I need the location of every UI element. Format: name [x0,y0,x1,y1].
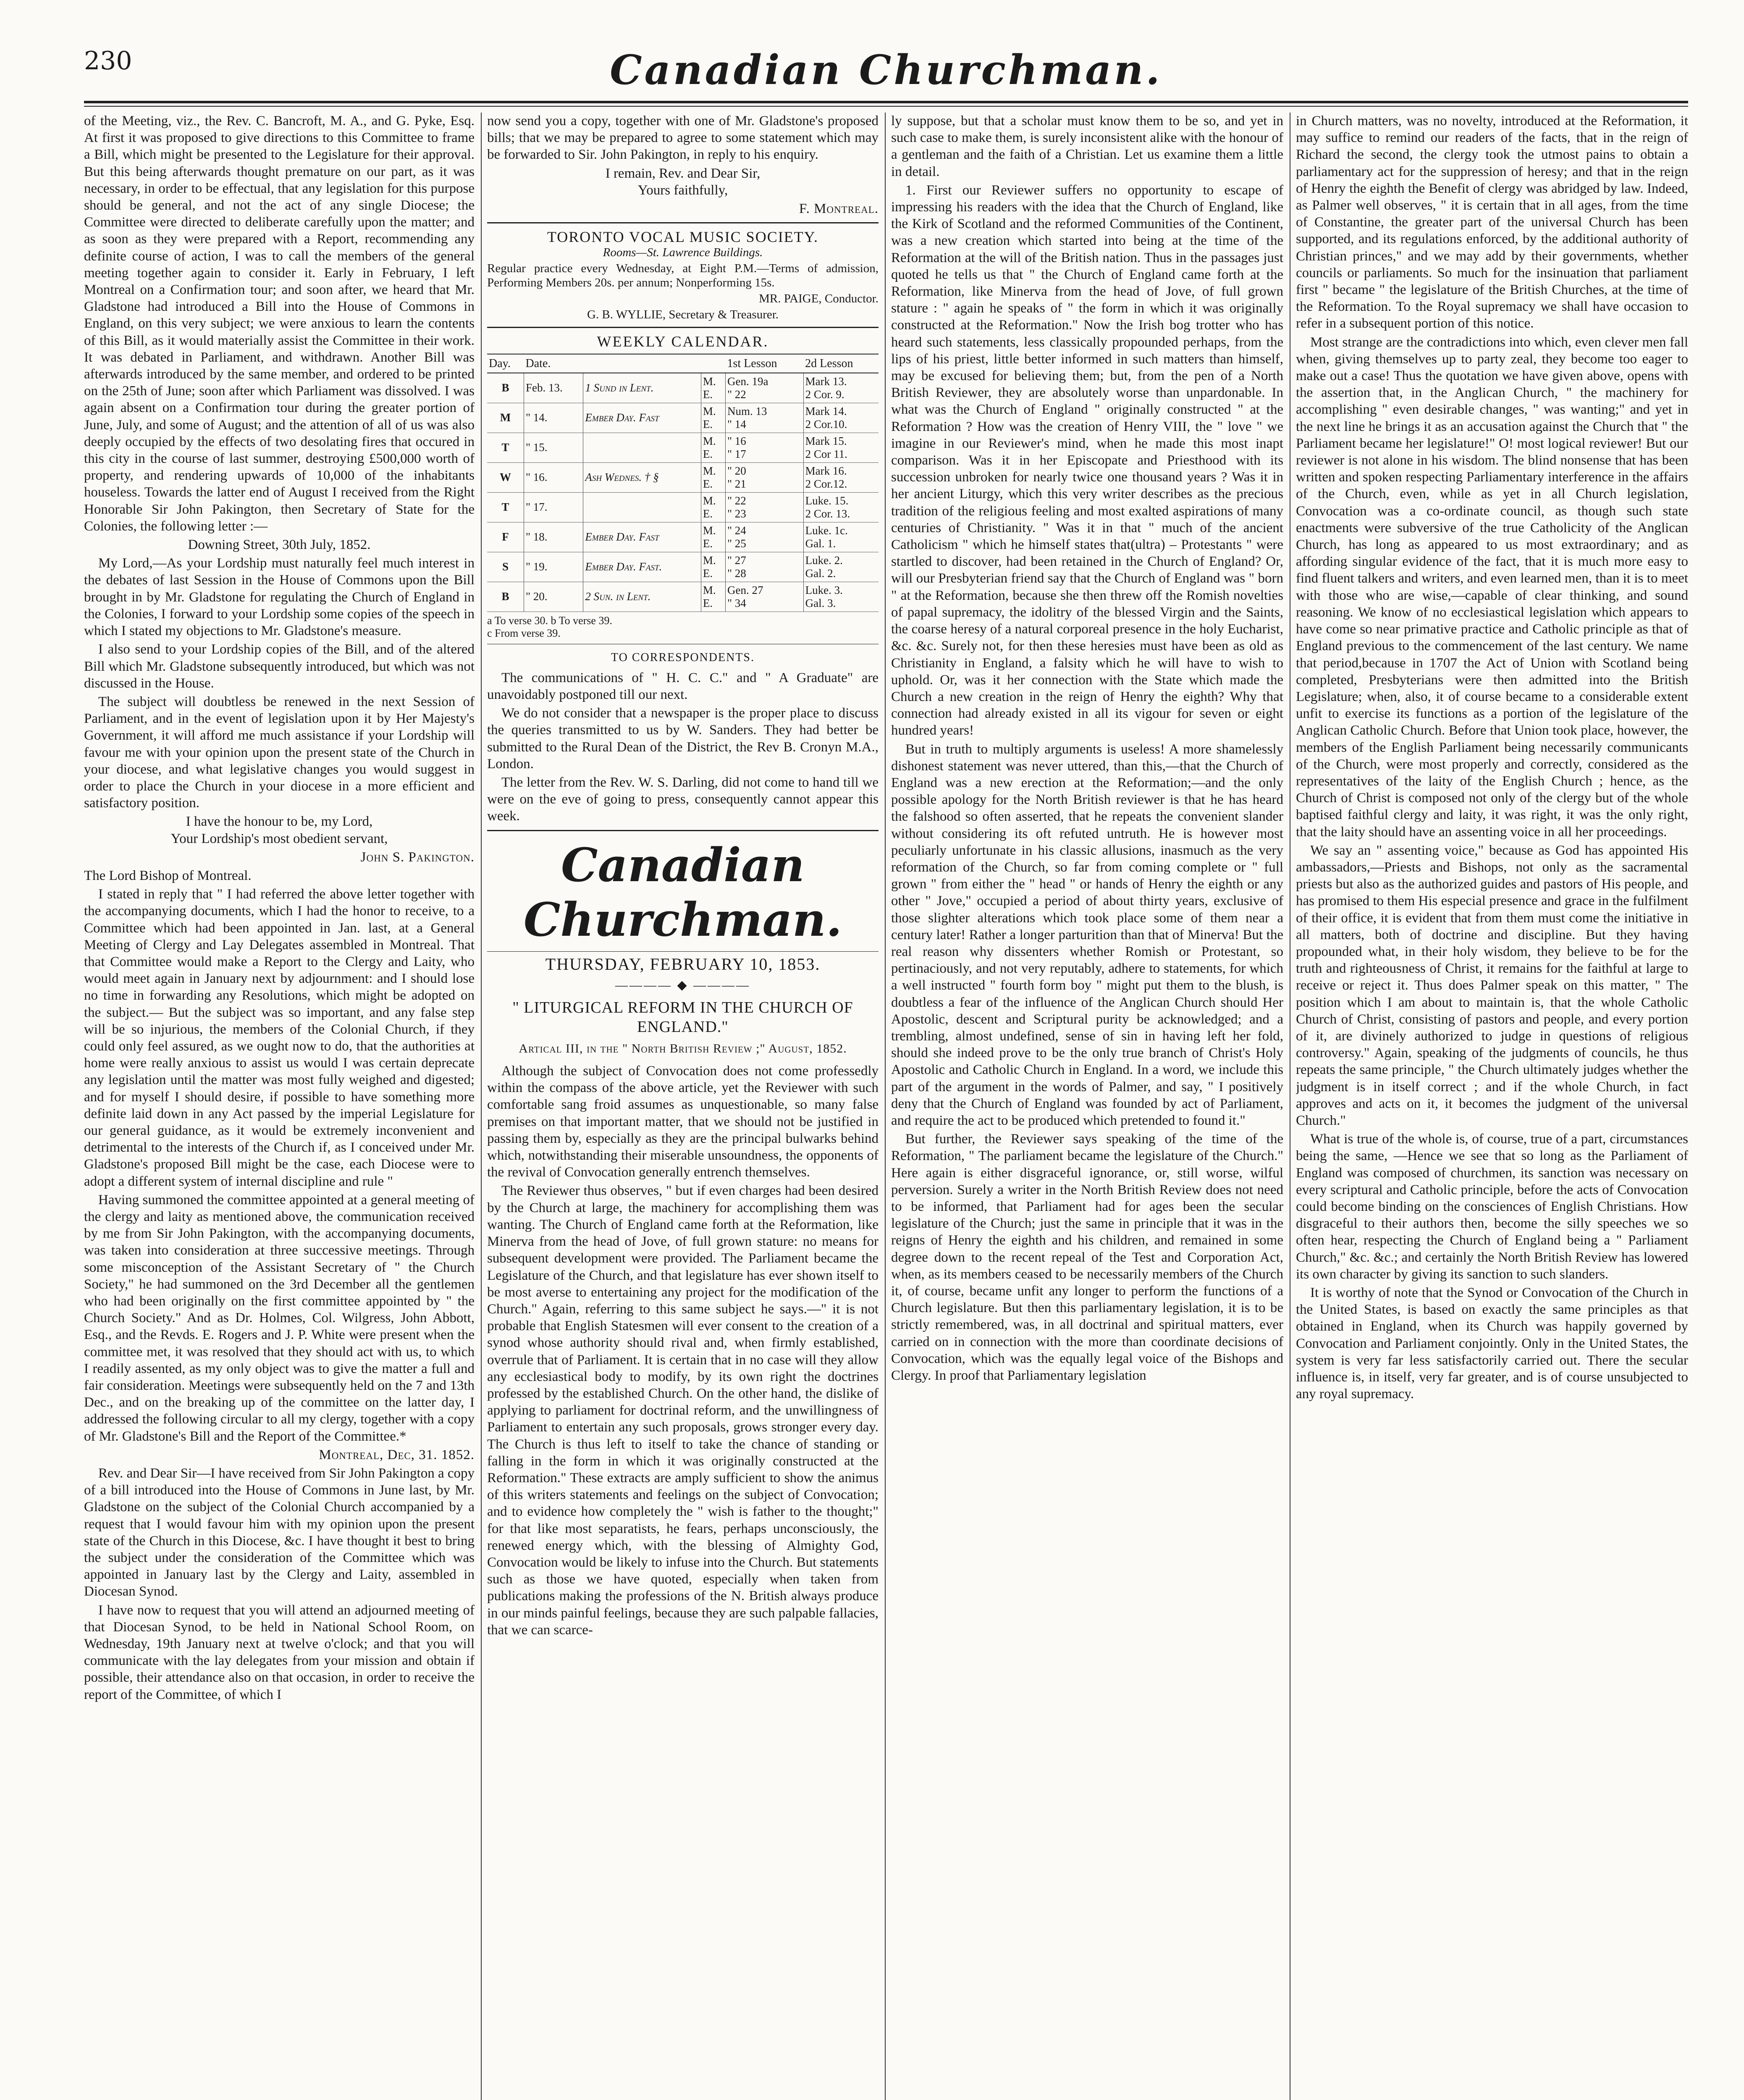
calendar-row [487,403,879,433]
letter-closing: I have the honour to be, my Lord, Your Lordship's most obedient servant, [170,814,388,846]
calendar-cell-m-e: M. E. [701,492,725,522]
correspondents-title: TO CORRESPONDENTS. [611,651,755,664]
paragraph: Having summoned the committee appointed at a general meeting of the clergy and laity as mentioned above, the communication received by me from Sir John Pakington, with the accompanying documents, was taken into consideration at three successive meetings. Through some misconception of the Assistant Secretary of " the Church Society," he had summoned on the 3rd December all the gentlemen who had been originally on the first committee appointed by " the Church Society." And as Dr. Holmes, Col. Wilgress, John Abbott, Esq., and the Revds. E. Rogers and J. P. White were present when the committee met, it was resolved that they should act with us, to which I readily assented, as my only object was to give the matter a full and fair consideration. Meetings were subsequently held on the 7 and 13th Dec., and on the breaking up of the committee on the latter day, I addressed the following circular to all my clergy, together with a copy of Mr. Gladstone's Bill and the Report of the Committee.* [84,1192,475,1444]
calendar-header [701,354,725,373]
calendar-cell-m-e: M. E. [701,582,725,612]
calendar-cell-second: Luke. 2. Gal. 2. [803,552,879,582]
calendar-header: 2d Lesson [803,354,879,373]
calendar-cell-first: Gen. 19a " 22 [726,373,804,403]
signature: John S. Pakington. [360,849,475,865]
society-conductor: MR. PAIGE, Conductor. [759,292,879,306]
calendar-cell-date: " 18. [524,522,583,552]
article-title: " LITURGICAL REFORM IN THE CHURCH OF ENGLAND." [512,999,853,1036]
calendar-cell-m-e: M. E. [701,552,725,582]
calendar-header: Day. [487,354,524,373]
calendar-row [487,582,879,612]
calendar-cell-second: Luke. 15. 2 Cor. 13. [803,492,879,522]
calendar-row [487,373,879,403]
paragraph: The letter from the Rev. W. S. Darling, did not come to hand till we were on the eve of going to press, consequently cannot appear this week. [487,775,879,824]
paragraph: I also send to your Lordship copies of the Bill, and of the altered Bill which Mr. Gladstone subsequently introduced, but which was not discussed in the House. [84,642,475,691]
paragraph: Most strange are the contradictions into which, even clever men fall when, giving themselves up to party zeal, they become too eager to make out a case! Thus the quotation we have given above, opens with the assertion that, in the Anglican Church, " the machinery for accomplishing " even desirable changes, " was wanting;" and yet in the next line he brings it as an accusation against the Church that " the Parliament became her legislature!" O! most logical reviewer! But our reviewer is not alone in his wisdom. The blind nonsense that has been written and spoken respecting Parliamentary interference in the affairs of the Church, even, while as yet in all Church legislation, Convocation was a co-ordinate council, as though such state enactments were subversive of the true Catholicity of the Anglican Church, has long as appeared to us most extraordinary; and as affording singular evidence of the fact, that it is much more easy to find fluent talkers and writers, and even learned men, than it is to meet with those who are wise,—capable of clear thinking, and sound reasoning. We know of no ecclesiastical legislation which appears to have come so near primative practice and Catholic principle as that of England previous to the commencement of the last century. We name that period,because in 1707 the Act of Union with Scotland being completed, Presbyterians were then admitted into the British Legislature; when, also, it of course became to a considerable extent unfit to exercise its functions as a portion of the legislature of the Anglican Catholic Church. Before that Union took place, however, the members of the English Parliament being necessarily communicants of the Church, were most properly and correctly, considered as the representatives of the laity of the English Church ; hence, as the Church of Christ is composed not only of the clergy but of the whole baptised faithful clergy and laity, it was right, it was the only right, that the laity should have an assenting voice in all her proceedings. [1296,334,1688,840]
calendar-body [487,373,879,612]
society-rooms: Rooms—St. Lawrence Buildings. [603,246,763,260]
calendar-cell-m-e: M. E. [701,433,725,462]
section-rule [487,830,879,831]
column-1 [84,113,475,2100]
calendar-row [487,462,879,492]
society-title: TORONTO VOCAL MUSIC SOCIETY. [547,228,819,246]
paragraph: ly suppose, but that a scholar must know them to be so, and yet in such case to make them, is surely inconsistent alike with the honour of a gentleman and the faith of a Christian. Let us examine them a little in detail. [891,113,1283,179]
calendar-cell-second: Mark 15. 2 Cor 11. [803,433,879,462]
paragraph: 1. First our Reviewer suffers no opportunity to escape of impressing his readers with the idea that the Church of England, like the Kirk of Scotland and the reformed Communities of the Continent, was a new creation which started into being at the time of the Reformation at the will of the British nation. Thus in the passages just quoted he tells us that " the Church of England came forth at the Reformation, like Minerva from the head of Jove, of full grown stature : " again he speaks of " the form in which it was originally constructed at the Reformation." Now the Irish bog trotter who has heard such statements, less classically propounded perhaps, from the lips of his priest, little better informed in such matters than himself, may be excused for believing them; but, from the pen of a North British Reviewer, they are absolutely worse than unpardonable. In what was the Church of England " originally constructed " at the Reformation ? How was the creation of Henry VIII, the " love " we imagine in our Reviewer's mind, when he made this most inapt comparison. Was it in her Episcopate and Priesthood with its succession unbroken for nearly twice one thousand years ? Was it in her ancient Liturgy, which this very writer describes as the precious tradition of the religious feeling and most exalted aspirations of many centuries of Christianity. " Was it in that " much of the ancient Catholicism " which he himself states that(ultra) – Protestants " were startled to discover, had been retained in the Church of England? Or, will our Presbyterian friend say that the Church of England was " born " at the Reformation, because she then threw off the Romish novelties of papal supremacy, the idolitry of the blessed Virgin and the Saints, the coarse heresy of a natural corporeal presence in the holy Eucharist, &c. &c. Surely not, for then these heresies must have been as old as Christianity in England, a falsity which he will have to wish to uphold. Or, was it her connection with the State which made the Church a new creation in the reign of Henry the eighth? Why that connection had already existed in all its vigour for seven or eight hundred years! [891,182,1283,738]
page-number: 230 [84,46,132,76]
calendar-cell-first: Gen. 27 " 34 [726,582,804,612]
calendar-cell-name: Ember Day. Fast. [583,552,701,582]
addressee: The Lord Bishop of Montreal. [84,868,252,883]
calendar-cell-first: Num. 13 " 14 [726,403,804,433]
calendar-cell-name [583,492,701,522]
calendar-title: WEEKLY CALENDAR. [597,333,769,350]
paragraph: The subject will doubtless be renewed in the next Session of Parliament, and in the event of legislation upon it by Her Majesty's Government, it will afford me much assistance if your Lordship will favour me with your opinion upon the present state of the Church in your diocese, and what legislative changes you would suggest in order to place the Church in your diocese in a more efficient and satisfactory position. [84,694,475,811]
calendar-row [487,433,879,462]
calendar-cell-second: Luke. 3. Gal. 3. [803,582,879,612]
paragraph: I stated in reply that " I had referred the above letter together with the accompanying documents, which I had the honor to receive, to a Committee which had been appointed in Jan. last, at a General Meeting of Clergy and Lay Delegates assembled in Montreal. That that Committee would make a Report to the Clergy and Laity, who would meet again in January next by adjournment: and I should lose no time in forwarding any Resolutions, which might be adopted on the subject.— But the subject was so important, and any false step will be so injurious, the members of the Colonial Church, if they could only feel assured, as we ought now to do, that the authorities at home were really anxious to assist us would I was certain deprecate any legislation until the matter was most fully weighed and digested; and for myself I should desire, if possible to have something more definite laid down in any Act passed by the imperial Legislature for our general guidance, as it would be extremely inconvenient and detrimental to the interests of the Church if, as I conceived under Mr. Gladstone's proposed Bill might be the case, each Diocese were to adopt a different system of internal discipline and rule " [84,887,475,1189]
calendar-cell-second: Mark 13. 2 Cor. 9. [803,373,879,403]
calendar-cell-m-e: M. E. [701,462,725,492]
paragraph: The communications of " H. C. C." and " A Graduate" are unavoidably postponed till our next. [487,670,879,703]
calendar-header: Date. [524,354,583,373]
column-3 [891,113,1283,2100]
calendar-cell-date: Feb. 13. [524,373,583,403]
society-terms: Regular practice every Wednesday, at Eight P.M.—Terms of admission, Performing Members 20s. per annum; Nonperforming 15s. [487,262,879,290]
calendar-cell-day: T [487,492,524,522]
paragraph: The Reviewer thus observes, " but if even charges had been desired by the Church at large, the machinery for accomplishing them was wanting. The Church of England came forth at the Reformation, like Minerva from the head of Jove, of full grown stature: no means for subsequent development were provided. The Parliament became the Legislature of the Church, and that legislature has ever shown itself to be most averse to entertaining any project for the modification of the Church." Again, referring to this same subject he says.—" it is not probable that English Statesmen will ever consent to the creation of a synod whose authority should rival and, when firmly established, overrule that of Parliament. It is certain that in no case will they allow any ecclesiastical body to modify, by its own right the doctrines professed by the established Church. On the other hand, the dislike of applying to parliament for doctrinal reform, and the unwillingness of Parliament to entertain any such proposals, grows stronger every day. The Church is thus left to itself to take the chance of standing or falling in the form in which it was originally constructed at the Reformation." These extracts are amply sufficient to show the animus of this writers statements and feelings on the subject of Convocation; and to evidence how completely the " wish is father to the thought;" for that like most separatists, he fears, perhaps unconsciously, the renewed energy which, with the blessing of Almighty God, Convocation would be likely to infuse into the Church. But statements such as those we have quoted, especially when taken from publications making the professions of the N. British always produce in our minds painful feelings, because they are such palpable fallacies, that we can scarce- [487,1183,879,1638]
paragraph: We say an " assenting voice," because as God has appointed His ambassadors,—Priests and Bishops, not only as the sacramental priests but also as the authorized guides and pastors of His people, and has promised to them His especial presence and grace in the fulfilment of their office, it is evident that from them must come the initiative in all matters, both of doctrine and discipline. But they having propounded what, in their holy wisdom, they believe to be for the truth and righteousness of Christ, it remains for the faithful at large to receive or reject it. Thus does Palmer speak on this matter, " The position which I am about to maintain is, that the whole Catholic Church of Christ, consisting of pastors and people, and every portion of it, are divinely authorized to judge in questions of religious controversy." Again, speaking of the judgments of councils, he thus repeats the same principle, " the Church ultimately judges whether the judgment is in itself correct ; and if the whole Church, in fact approves and acts on it, it becomes the judgment of the universal Church." [1296,843,1688,1128]
calendar-cell-name: 1 Sund in Lent. [583,373,701,403]
calendar-cell-m-e: M. E. [701,403,725,433]
calendar-cell-name: Ash Wednes. † § [583,462,701,492]
signature: F. Montreal. [799,201,879,217]
paragraph: We do not consider that a newspaper is the proper place to discuss the queries transmitted to us by W. Sanders. They had better be submitted to the Rural Dean of the District, the Rev B. Cronyn M.A., London. [487,706,879,772]
calendar-cell-second: Luke. 1c. Gal. 1. [803,522,879,552]
paragraph: It is worthy of note that the Synod or Convocation of the Church in the United States, is based on exactly the same principles as that obtained in England, when its Church was happily governed by Convocation and Parliament conjointly. Only in the United States, the system is very far less satisfactorily carried out. There the secular influence is, in itself, very far greater, and is of course unsubjected to any royal supremacy. [1296,1285,1688,1402]
calendar-cell-first: " 16 " 17 [726,433,804,462]
calendar-cell-day: T [487,433,524,462]
column-divider [885,113,886,2100]
calendar-row [487,492,879,522]
paragraph: But in truth to multiply arguments is useless! A more shamelessly dishonest statement was never uttered, than this,—that the Church of England was a new erection at the Reformation;—and the only possible apology for the North British reviewer is that he has heard the falshood so often asserted, that he repeats the convenient slander without considering its oft refuted untruth. He is however most peculiarly unfortunate in his classic allusions, inasmuch as the very reformation of the Church, so far from coming complete or " full grown " from either the " head " or hands of Henry the eighth or any other " Jove," occupied a period of about thirty years, exclusive of those slighter alterations which took place some of them near a century later! Rather a longer parturition than that of Minerva! But the real reason why dissenters whether Romish or Protestant, so pertinaciously, and not very reputably, adhere to statements, for which a well instructed " fourth form boy " might put them to the blush, is doubtless a fear of the influence of the Anglican Church should Her Apostolic, descent and Scriptural purity be acknowledged; and a trembling, almost undefined, sense of sin in having left her fold, should she indeed prove to be the only true branch of Christ's Holy Apostolic and Catholic Church in England. In a word, we include this part of the argument in the words of Palmer, and say, " I positively deny that the Church of England was founded by act of Parliament, and require the act to be produced which pretended to found it." [891,741,1283,1128]
circular-date: Montreal, Dec, 31. 1852. [319,1447,475,1462]
paragraph: But further, the Reviewer says speaking of the time of the Reformation, " The parliament became the legislature of the Church." Here again is either disgraceful ignorance, or, still worse, wilful perversion. Surely a writer in the North British Review does not need to be informed, that Parliament had for ages been the secular legislature of the Church; just the same in principle that it was in the reigns of Henry the eighth and his children, and remained in some degree down to the recent repeal of the Test and Corporation Act, when, as its members ceased to be necessarily members of the Church it, of course, became unfit any longer to perform the functions of a Church legislature. But then this parliamentary legislation, it is to be strictly remembered, was, in all doctrinal and spiritual matters, ever carried on in connection with the more than coordinate decisions of Convocation, which was the equally legal voice of the Bishops and Clergy. In proof that Parliamentary legislation [891,1131,1283,1383]
calendar-cell-name: Ember Day. Fast [583,522,701,552]
calendar-cell-first: " 20 " 21 [726,462,804,492]
calendar-cell-date: " 14. [524,403,583,433]
ornament-rule: ———— ◆ ———— [615,978,751,992]
calendar-cell-second: Mark 14. 2 Cor.10. [803,403,879,433]
calendar-cell-day: S [487,552,524,582]
calendar-cell-first: " 27 " 28 [726,552,804,582]
calendar-row [487,552,879,582]
calendar-cell-date: " 19. [524,552,583,582]
paragraph: now send you a copy, together with one of Mr. Gladstone's proposed bills; that we may be prepared to agree to some statement which may be forwarded to Sir. John Pakington, in reply to his enquiry. [487,113,879,163]
calendar-cell-day: B [487,373,524,403]
paragraph: in Church matters, was no novelty, introduced at the Reformation, it may suffice to remind our readers of the facts, that in the reign of Richard the second, the clergy took the utmost pains to obtain a parliamentary act for the suppression of heresy; and that in the reign of Henry the eighth the Benefit of clergy was abridged by law. Indeed, as Palmer well observes, " it is certain that in all ages, from the time of Constantine, the greater part of the universal Church has been supported, and its regulations enforced, by the additional authority of Christian princes," and we may add by their governments, whether councils or parliaments. So much for the insinuation that parliament first " became " the legislature of the British Churches, at the time of the Reformation. To the Royal supremacy we shall have occasion to refer in a subsequent portion of this notice. [1296,113,1688,331]
calendar-header-row [487,354,879,373]
calendar-cell-first: " 24 " 25 [726,522,804,552]
calendar-cell-m-e: M. E. [701,373,725,403]
section-rule [487,222,879,223]
calendar-cell-day: M [487,403,524,433]
calendar-cell-day: W [487,462,524,492]
calendar-cell-first: " 22 " 23 [726,492,804,522]
calendar-cell-day: B [487,582,524,612]
paragraph: Rev. and Dear Sir—I have received from Sir John Pakington a copy of a bill introduced into the House of Commons in June last, by Mr. Gladstone on the subject of the Colonial Church accompanied by a request that I would favour him with my opinion upon the present state of the Church in this Diocese, &c. I have thought it best to bring the subject under the consideration of the Committee which was appointed in January last by the Clergy and Laity, assembled in Diocesan Synod. [84,1466,475,1599]
masthead-rule [84,101,1688,103]
society-secretary: G. B. WYLLIE, Secretary & Treasurer. [587,308,779,322]
masthead [84,0,1688,94]
letter-closing: I remain, Rev. and Dear Sir, Yours faithfully, [605,165,761,198]
column-2 [487,113,879,2100]
calendar-cell-name [583,433,701,462]
column-4 [1296,113,1688,2100]
column-divider [481,113,482,2100]
calendar-cell-date: " 17. [524,492,583,522]
calendar-header: 1st Lesson [726,354,804,373]
calendar-cell-date: " 16. [524,462,583,492]
calendar-row [487,522,879,552]
paragraph: My Lord,—As your Lordship must naturally feel much interest in the debates of last Session in the House of Commons upon the Bill brought in by Mr. Gladstone for regulating the Church of England in the Colonies, I forward to your Lordship some copies of the speech in which I stated my objections to Mr. Gladstone's measure. [84,556,475,639]
calendar-cell-m-e: M. E. [701,522,725,552]
calendar-notes: a To verse 30. b To verse 39. c From verse 39. [487,614,612,639]
letter-date: Downing Street, 30th July, 1852. [188,537,371,553]
newspaper-title: Canadian Churchman. [610,46,1162,94]
masthead-rule-thin [84,106,1688,107]
section-rule [487,951,879,952]
article-subtitle: Artical III, in the " North British Review ;" August, 1852. [519,1042,847,1056]
calendar-cell-name: 2 Sun. in Lent. [583,582,701,612]
nameplate: Canadian Churchman. [523,837,842,947]
calendar-header [583,354,701,373]
calendar-cell-second: Mark 16. 2 Cor.12. [803,462,879,492]
paragraph: I have now to request that you will attend an adjourned meeting of that Diocesan Synod, to be held in National School Room, on Wednesday, 19th January next at twelve o'clock; and that you will communicate with the lay delegates from your mission and obtain if possible, their attendance also on that occasion, in order to receive the report of the Committee, of which I [84,1602,475,1702]
calendar-cell-day: F [487,522,524,552]
weekly-calendar-table [487,354,879,612]
paragraph: Although the subject of Convocation does not come professedly within the compass of the above article, yet the Reviewer with such comfortable sang froid assumes as unquestionable, so many false premises on that important matter, that we should not be justified in passing them by, especially as they are the principal bulwarks behind which, notwithstanding their miserable unsoundness, the opponents of the revival of Convocation generally entrench themselves. [487,1063,879,1180]
issue-date: THURSDAY, FEBRUARY 10, 1853. [545,954,821,974]
calendar-cell-date: " 20. [524,582,583,612]
calendar-cell-date: " 15. [524,433,583,462]
section-rule [487,327,879,328]
paragraph: What is true of the whole is, of course, true of a part, circumstances being the same, —Hence we see that so long as the Parliament of England was composed of churchmen, its sanction was necessary on every scriptural and Catholic principle, before the acts of Convocation could become binding on the consciences of English Christians. How disgraceful to their authors then, become the silly speeches we so often hear, respecting the Church of England being a " Parliament Church," &c. &c.; and certainly the North British Review has lowered its own character by giving its sanction to such slanders. [1296,1131,1688,1282]
paragraph: of the Meeting, viz., the Rev. C. Bancroft, M. A., and G. Pyke, Esq. At first it was proposed to give directions to this Committee to frame a Bill, which might be presented to the Legislature for their approval. But this being afterwards thought premature on our part, as it was necessary, in order to be effectual, that any legislation for this purpose should be general, and not the act of any single Diocese; the Committee were directed to deliberate carefully upon the matter; and as soon as they were prepared with a Report, recommending any definite course of action, I was to call the members of the general meeting together again to consider it. Early in February, I left Montreal on a Confirmation tour; and soon after, we heard that Mr. Gladstone had introduced a Bill into the House of Commons in England, on this very subject; we were anxious to learn the contents of this Bill, as it would materially assist the Committee in their work. It was debated in Parliament, and withdrawn. Another Bill was afterwards introduced by the same member, and ordered to be printed on the 25th of June; soon after which Parliament was dissolved. I was again absent on a Confirmation tour during the greater portion of June, July, and some of August; and the attention of all of us was also deeply occupied by the effects of two desolating fires that occured in this city in the course of last summer, destroying £500,000 worth of property, and rendering upwards of 10,000 of the inhabitants houseless. Towards the latter end of August I received from the Right Honorable Sir John Pakington, then Secretary of State for the Colonies, the following letter :— [84,113,475,534]
calendar-cell-name: Ember Day. Fast [583,403,701,433]
